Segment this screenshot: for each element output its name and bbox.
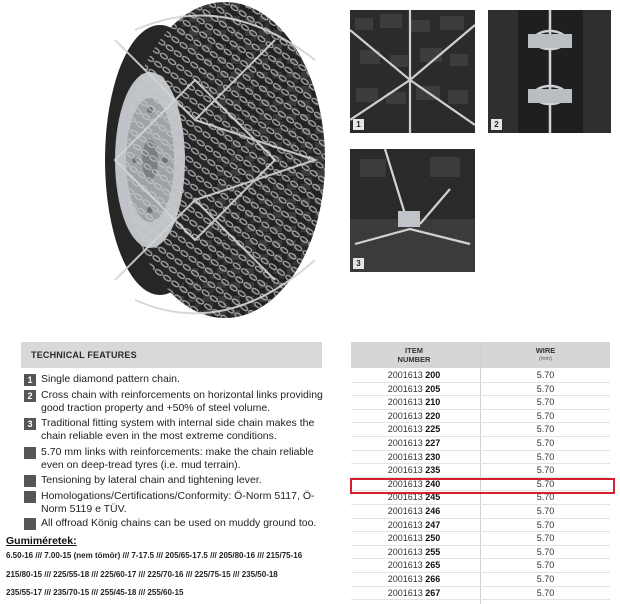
table-row [351, 423, 610, 437]
table-row [351, 532, 610, 546]
feature-text: Tensioning by lateral chain and tightening lever. [41, 474, 262, 486]
feature-bullet [24, 447, 36, 459]
table-row [351, 464, 610, 478]
item-size: 230 [425, 451, 441, 462]
item-prefix: 2001613 [387, 506, 423, 516]
feature-text: Cross chain with reinforcements on horizontal links providing good traction property and +50% of steel volume. [41, 389, 323, 414]
item-header-line1: ITEM [405, 346, 423, 355]
feature-number-badge: 3 [24, 418, 36, 430]
main-tire-photo [75, 0, 330, 330]
feature-text: Homologations/Certifications/Conformity: Ö-Norm 5117, Ö-Norm 5119 e TÜV. [41, 490, 315, 515]
tire-sizes-line: 215/80-15 /// 225/55-18 /// 225/60-17 /// 225/70-16 /// 225/75-15 /// 235/50-18 [6, 570, 278, 579]
wire-cell: 5.70 [536, 506, 555, 516]
wire-cell: 5.70 [536, 519, 555, 530]
item-size: 246 [425, 506, 441, 516]
item-number-cell [351, 546, 477, 559]
table-row [351, 546, 610, 560]
item-size: 235 [425, 465, 441, 476]
feature-bullet [24, 475, 36, 487]
item-number-cell [351, 451, 477, 464]
item-prefix: 2001613 [387, 465, 423, 476]
item-size: 265 [425, 560, 441, 571]
wire-cell: 5.70 [536, 383, 555, 394]
tire-sizes-line: 6.50-16 /// 7.00-15 (nem tömör) /// 7-17.5 /// 205/65-17.5 /// 205/80-16 /// 215/75-16 [6, 551, 303, 560]
wire-cell: 5.70 [536, 465, 555, 476]
wire-cell: 5.70 [536, 410, 555, 421]
item-prefix: 2001613 [387, 519, 423, 530]
wire-cell: 5.70 [536, 370, 555, 380]
table-row [351, 573, 610, 587]
item-prefix: 2001613 [387, 424, 423, 435]
feature-number-badge: 1 [24, 374, 36, 386]
tire-sizes-title: Gumiméretek: [6, 535, 77, 547]
feature-bullet [24, 491, 36, 503]
wire-cell: 5.70 [536, 397, 555, 408]
table-row [351, 519, 610, 533]
item-number-cell [351, 519, 477, 532]
item-prefix: 2001613 [387, 383, 423, 394]
wire-cell: 5.70 [536, 438, 555, 448]
item-number-cell [351, 423, 477, 436]
item-size: 225 [425, 424, 441, 435]
item-size: 255 [425, 546, 441, 557]
table-row [351, 559, 610, 573]
item-prefix: 2001613 [387, 533, 423, 544]
wire-header-unit: (mm) [539, 356, 552, 362]
item-number-cell [351, 396, 477, 409]
item-number-cell [351, 383, 477, 396]
item-number-cell [351, 559, 477, 572]
item-prefix: 2001613 [387, 546, 423, 557]
item-size: 250 [425, 533, 441, 544]
item-number-cell [351, 464, 477, 477]
wire-cell: 5.70 [536, 587, 555, 598]
feature-text: Traditional fitting system with internal side chain makes the chain reliable even in the most extreme conditions. [41, 417, 315, 442]
table-row [351, 396, 610, 410]
item-prefix: 2001613 [387, 587, 423, 598]
item-size: 227 [425, 438, 441, 448]
feature-text: Single diamond pattern chain. [41, 373, 180, 385]
item-prefix: 2001613 [387, 492, 423, 503]
item-prefix: 2001613 [387, 410, 423, 421]
item-size: 240 [425, 478, 441, 489]
item-prefix: 2001613 [387, 397, 423, 408]
feature-bullet [24, 518, 36, 530]
table-row [351, 587, 610, 601]
photo-number-badge: 1 [353, 119, 364, 130]
item-number-cell [351, 410, 477, 423]
table-row [351, 383, 610, 397]
feature-text: All offroad König chains can be used on muddy ground too. [41, 517, 317, 529]
item-size: 220 [425, 410, 441, 421]
technical-features-header [21, 342, 322, 368]
item-prefix: 2001613 [387, 438, 423, 448]
item-prefix: 2001613 [387, 560, 423, 571]
item-prefix: 2001613 [387, 478, 423, 489]
photo-number-badge: 2 [491, 119, 502, 130]
wire-cell: 5.70 [536, 560, 555, 571]
item-prefix: 2001613 [387, 574, 423, 584]
item-number-cell [351, 505, 477, 518]
wire-header [481, 346, 610, 364]
highlight-box [350, 478, 615, 494]
table-row [351, 369, 610, 383]
item-number-cell [351, 532, 477, 545]
table-row [351, 437, 610, 451]
feature-text: 5.70 mm links with reinforcements: make the chain reliable even on deep-tread tyres (i.e. mud terrain). [41, 446, 314, 471]
detail-photo-1 [350, 10, 475, 133]
item-header-line2: NUMBER [397, 355, 431, 364]
item-number-header [351, 346, 477, 364]
detail-photo-3 [350, 149, 475, 272]
item-number-cell [351, 573, 477, 586]
table-row [351, 410, 610, 424]
item-size: 200 [425, 370, 441, 380]
item-number-cell [351, 437, 477, 450]
item-size: 210 [425, 397, 441, 408]
wire-cell: 5.70 [536, 533, 555, 544]
wire-cell: 5.70 [536, 424, 555, 435]
detail-photo-2 [488, 10, 611, 133]
item-size: 267 [425, 587, 441, 598]
feature-number-badge: 2 [24, 390, 36, 402]
item-size: 245 [425, 492, 441, 503]
wire-cell: 5.70 [536, 492, 555, 503]
wire-header-label: WIRE [535, 346, 556, 355]
wire-cell: 5.70 [536, 574, 555, 584]
wire-cell: 5.70 [536, 451, 555, 462]
item-number-cell [351, 369, 477, 382]
technical-features-title: TECHNICAL FEATURES [31, 350, 137, 360]
item-size: 205 [425, 383, 441, 394]
item-prefix: 2001613 [387, 451, 423, 462]
tire-sizes-line: 235/55-17 /// 235/70-15 /// 255/45-18 /// 255/60-15 [6, 588, 184, 597]
photo-number-badge: 3 [353, 258, 364, 269]
item-prefix: 2001613 [387, 370, 423, 380]
item-number-cell [351, 587, 477, 600]
table-row [351, 505, 610, 519]
wire-cell: 5.70 [536, 478, 555, 489]
table-row [351, 451, 610, 465]
item-size: 266 [425, 574, 441, 584]
wire-cell: 5.70 [536, 546, 555, 557]
item-size: 247 [425, 519, 441, 530]
